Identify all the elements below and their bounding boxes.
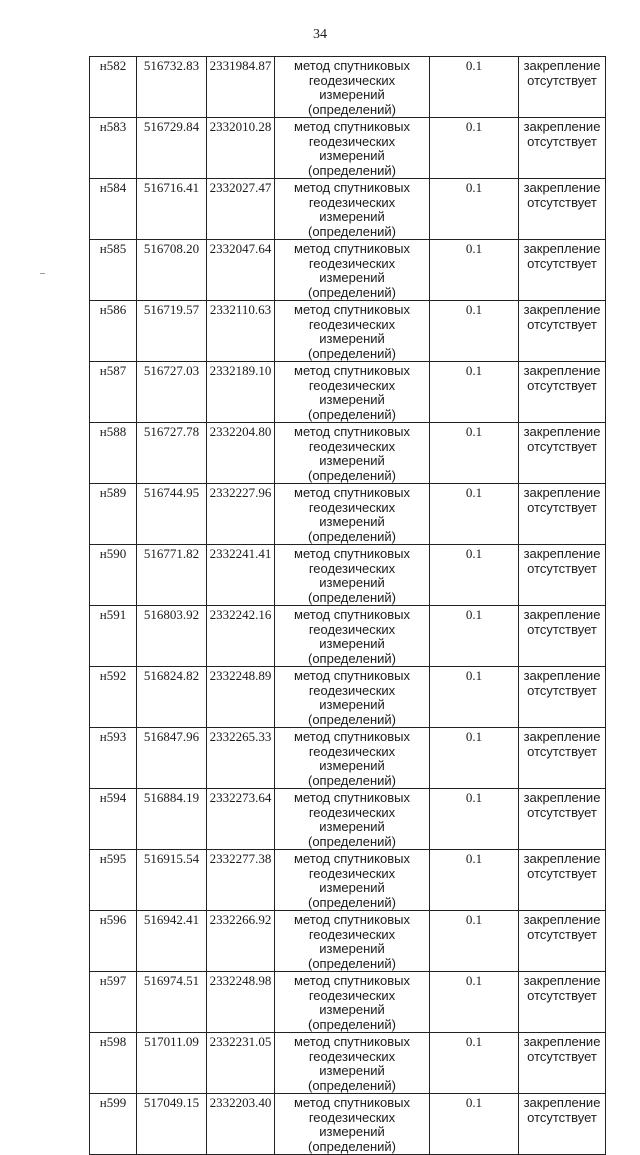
method-cell xyxy=(275,850,430,911)
fixing-line-2: отсутствует xyxy=(527,499,597,515)
method-line-2: геодезических измерений xyxy=(308,1109,396,1139)
fixing-line-1: закрепление xyxy=(523,1095,601,1110)
method-line-2: геодезических измерений xyxy=(308,560,396,590)
fixing-line-2: отсутствует xyxy=(527,316,597,332)
x-coordinate-cell: 516884.19 xyxy=(137,789,207,850)
y-coordinate-cell: 2332189.10 xyxy=(207,362,275,423)
fixing-cell xyxy=(519,1094,606,1155)
method-line-1: метод спутниковых xyxy=(294,607,410,622)
point-id-cell: н591 xyxy=(90,606,137,667)
fixing-line-2: отсутствует xyxy=(527,804,597,820)
method-line-2: геодезических измерений xyxy=(308,682,396,712)
method-line-2: геодезических измерений xyxy=(308,438,396,468)
point-id-cell: н588 xyxy=(90,423,137,484)
fixing-line-1: закрепление xyxy=(523,302,601,317)
x-coordinate-cell: 517011.09 xyxy=(137,1033,207,1094)
fixing-cell xyxy=(519,850,606,911)
page-number: 34 xyxy=(313,27,327,42)
point-id-cell: н598 xyxy=(90,1033,137,1094)
x-coordinate-cell: 516708.20 xyxy=(137,240,207,301)
table-row xyxy=(90,362,606,423)
fixing-cell xyxy=(519,362,606,423)
fixing-line-2: отсутствует xyxy=(527,865,597,881)
fixing-cell xyxy=(519,667,606,728)
fixing-cell xyxy=(519,301,606,362)
fixing-line-2: отсутствует xyxy=(527,987,597,1003)
fixing-cell xyxy=(519,118,606,179)
fixing-line-1: закрепление xyxy=(523,58,601,73)
method-line-3: (определений) xyxy=(307,162,396,178)
y-coordinate-cell: 2331984.87 xyxy=(207,57,275,118)
x-coordinate-cell: 516732.83 xyxy=(137,57,207,118)
x-coordinate-cell: 516771.82 xyxy=(137,545,207,606)
accuracy-cell: 0.1 xyxy=(430,972,519,1033)
fixing-cell xyxy=(519,1033,606,1094)
method-cell xyxy=(275,606,430,667)
fixing-line-1: закрепление xyxy=(523,607,601,622)
point-id-cell: н597 xyxy=(90,972,137,1033)
method-cell xyxy=(275,179,430,240)
method-line-1: метод спутниковых xyxy=(294,729,410,744)
method-line-2: геодезических измерений xyxy=(308,926,396,956)
fixing-line-1: закрепление xyxy=(523,485,601,500)
point-id-cell: н586 xyxy=(90,301,137,362)
method-line-1: метод спутниковых xyxy=(294,1034,410,1049)
method-line-3: (определений) xyxy=(307,284,396,300)
point-id-cell: н596 xyxy=(90,911,137,972)
method-line-2: геодезических измерений xyxy=(308,743,396,773)
point-id-cell: н589 xyxy=(90,484,137,545)
table-row xyxy=(90,972,606,1033)
accuracy-cell: 0.1 xyxy=(430,789,519,850)
x-coordinate-cell: 516942.41 xyxy=(137,911,207,972)
method-line-3: (определений) xyxy=(307,101,396,117)
method-cell xyxy=(275,484,430,545)
accuracy-cell: 0.1 xyxy=(430,118,519,179)
fixing-line-2: отсутствует xyxy=(527,438,597,454)
table-row xyxy=(90,57,606,118)
fixing-cell xyxy=(519,240,606,301)
method-line-1: метод спутниковых xyxy=(294,119,410,134)
method-line-3: (определений) xyxy=(307,833,396,849)
x-coordinate-cell: 517049.15 xyxy=(137,1094,207,1155)
fixing-line-2: отсутствует xyxy=(527,621,597,637)
method-line-3: (определений) xyxy=(307,650,396,666)
method-line-1: метод спутниковых xyxy=(294,1095,410,1110)
method-cell xyxy=(275,1094,430,1155)
point-id-cell: н592 xyxy=(90,667,137,728)
y-coordinate-cell: 2332242.16 xyxy=(207,606,275,667)
method-line-1: метод спутниковых xyxy=(294,58,410,73)
fixing-cell xyxy=(519,484,606,545)
method-cell xyxy=(275,301,430,362)
point-id-cell: н594 xyxy=(90,789,137,850)
y-coordinate-cell: 2332265.33 xyxy=(207,728,275,789)
method-cell xyxy=(275,972,430,1033)
method-line-1: метод спутниковых xyxy=(294,790,410,805)
fixing-line-2: отсутствует xyxy=(527,682,597,698)
x-coordinate-cell: 516915.54 xyxy=(137,850,207,911)
method-line-1: метод спутниковых xyxy=(294,180,410,195)
fixing-line-2: отсутствует xyxy=(527,72,597,88)
point-id-cell: н587 xyxy=(90,362,137,423)
accuracy-cell: 0.1 xyxy=(430,667,519,728)
y-coordinate-cell: 2332248.89 xyxy=(207,667,275,728)
method-line-2: геодезических измерений xyxy=(308,72,396,102)
method-line-3: (определений) xyxy=(307,528,396,544)
method-cell xyxy=(275,240,430,301)
method-line-3: (определений) xyxy=(307,345,396,361)
table-row xyxy=(90,1033,606,1094)
x-coordinate-cell: 516847.96 xyxy=(137,728,207,789)
fixing-line-1: закрепление xyxy=(523,668,601,683)
y-coordinate-cell: 2332231.05 xyxy=(207,1033,275,1094)
method-line-2: геодезических измерений xyxy=(308,133,396,163)
accuracy-cell: 0.1 xyxy=(430,240,519,301)
fixing-line-1: закрепление xyxy=(523,363,601,378)
method-cell xyxy=(275,57,430,118)
fixing-line-2: отсутствует xyxy=(527,743,597,759)
fixing-line-1: закрепление xyxy=(523,180,601,195)
y-coordinate-cell: 2332203.40 xyxy=(207,1094,275,1155)
method-cell xyxy=(275,728,430,789)
fixing-line-1: закрепление xyxy=(523,241,601,256)
accuracy-cell: 0.1 xyxy=(430,423,519,484)
fixing-line-1: закрепление xyxy=(523,1034,601,1049)
method-line-1: метод спутниковых xyxy=(294,485,410,500)
method-line-3: (определений) xyxy=(307,1077,396,1093)
accuracy-cell: 0.1 xyxy=(430,1094,519,1155)
fixing-cell xyxy=(519,972,606,1033)
x-coordinate-cell: 516729.84 xyxy=(137,118,207,179)
fixing-line-2: отсутствует xyxy=(527,926,597,942)
method-line-1: метод спутниковых xyxy=(294,668,410,683)
method-cell xyxy=(275,1033,430,1094)
x-coordinate-cell: 516716.41 xyxy=(137,179,207,240)
table-row xyxy=(90,606,606,667)
method-line-1: метод спутниковых xyxy=(294,241,410,256)
method-line-2: геодезических измерений xyxy=(308,1048,396,1078)
x-coordinate-cell: 516803.92 xyxy=(137,606,207,667)
point-id-cell: н590 xyxy=(90,545,137,606)
y-coordinate-cell: 2332110.63 xyxy=(207,301,275,362)
method-line-3: (определений) xyxy=(307,894,396,910)
method-line-2: геодезических измерений xyxy=(308,255,396,285)
fixing-cell xyxy=(519,423,606,484)
method-line-1: метод спутниковых xyxy=(294,424,410,439)
fixing-line-1: закрепление xyxy=(523,912,601,927)
point-id-cell: н584 xyxy=(90,179,137,240)
table-row xyxy=(90,118,606,179)
fixing-line-1: закрепление xyxy=(523,119,601,134)
method-cell xyxy=(275,667,430,728)
fixing-cell xyxy=(519,911,606,972)
table-body xyxy=(90,57,606,1155)
table-row xyxy=(90,911,606,972)
method-line-1: метод спутниковых xyxy=(294,302,410,317)
method-line-3: (определений) xyxy=(307,1016,396,1032)
y-coordinate-cell: 2332204.80 xyxy=(207,423,275,484)
fixing-line-2: отсутствует xyxy=(527,377,597,393)
fixing-line-1: закрепление xyxy=(523,790,601,805)
method-line-2: геодезических измерений xyxy=(308,316,396,346)
method-line-3: (определений) xyxy=(307,1138,396,1154)
table-row xyxy=(90,179,606,240)
table-row xyxy=(90,484,606,545)
table-row xyxy=(90,423,606,484)
method-line-3: (определений) xyxy=(307,772,396,788)
fixing-line-1: закрепление xyxy=(523,851,601,866)
x-coordinate-cell: 516727.78 xyxy=(137,423,207,484)
method-line-1: метод спутниковых xyxy=(294,363,410,378)
y-coordinate-cell: 2332227.96 xyxy=(207,484,275,545)
fixing-cell xyxy=(519,606,606,667)
method-line-3: (определений) xyxy=(307,467,396,483)
method-line-1: метод спутниковых xyxy=(294,851,410,866)
method-line-3: (определений) xyxy=(307,589,396,605)
method-line-3: (определений) xyxy=(307,223,396,239)
point-id-cell: н582 xyxy=(90,57,137,118)
y-coordinate-cell: 2332027.47 xyxy=(207,179,275,240)
fixing-cell xyxy=(519,57,606,118)
fixing-line-2: отсутствует xyxy=(527,560,597,576)
fixing-line-2: отсутствует xyxy=(527,255,597,271)
method-line-2: геодезических измерений xyxy=(308,377,396,407)
method-cell xyxy=(275,789,430,850)
point-id-cell: н595 xyxy=(90,850,137,911)
table-row xyxy=(90,240,606,301)
accuracy-cell: 0.1 xyxy=(430,362,519,423)
margin-mark xyxy=(40,273,45,274)
y-coordinate-cell: 2332277.38 xyxy=(207,850,275,911)
accuracy-cell: 0.1 xyxy=(430,911,519,972)
accuracy-cell: 0.1 xyxy=(430,850,519,911)
method-cell xyxy=(275,545,430,606)
table-row xyxy=(90,850,606,911)
x-coordinate-cell: 516744.95 xyxy=(137,484,207,545)
fixing-cell xyxy=(519,728,606,789)
accuracy-cell: 0.1 xyxy=(430,301,519,362)
x-coordinate-cell: 516824.82 xyxy=(137,667,207,728)
y-coordinate-cell: 2332010.28 xyxy=(207,118,275,179)
fixing-line-2: отсутствует xyxy=(527,194,597,210)
accuracy-cell: 0.1 xyxy=(430,728,519,789)
fixing-line-1: закрепление xyxy=(523,546,601,561)
method-line-2: геодезических измерений xyxy=(308,194,396,224)
accuracy-cell: 0.1 xyxy=(430,179,519,240)
point-id-cell: н593 xyxy=(90,728,137,789)
accuracy-cell: 0.1 xyxy=(430,545,519,606)
accuracy-cell: 0.1 xyxy=(430,57,519,118)
method-line-1: метод спутниковых xyxy=(294,973,410,988)
x-coordinate-cell: 516974.51 xyxy=(137,972,207,1033)
method-line-1: метод спутниковых xyxy=(294,912,410,927)
point-id-cell: н583 xyxy=(90,118,137,179)
table-row xyxy=(90,789,606,850)
method-line-3: (определений) xyxy=(307,955,396,971)
method-cell xyxy=(275,362,430,423)
fixing-line-1: закрепление xyxy=(523,424,601,439)
table-row xyxy=(90,301,606,362)
table-row xyxy=(90,1094,606,1155)
boundary-points-table xyxy=(89,56,606,1155)
fixing-cell xyxy=(519,545,606,606)
accuracy-cell: 0.1 xyxy=(430,1033,519,1094)
method-cell xyxy=(275,911,430,972)
method-cell xyxy=(275,423,430,484)
fixing-line-2: отсутствует xyxy=(527,1109,597,1125)
fixing-cell xyxy=(519,789,606,850)
fixing-line-1: закрепление xyxy=(523,729,601,744)
method-line-2: геодезических измерений xyxy=(308,499,396,529)
fixing-line-1: закрепление xyxy=(523,973,601,988)
point-id-cell: н599 xyxy=(90,1094,137,1155)
fixing-line-2: отсутствует xyxy=(527,1048,597,1064)
table-row xyxy=(90,728,606,789)
method-line-2: геодезических измерений xyxy=(308,987,396,1017)
method-line-1: метод спутниковых xyxy=(294,546,410,561)
fixing-line-2: отсутствует xyxy=(527,133,597,149)
method-line-3: (определений) xyxy=(307,406,396,422)
x-coordinate-cell: 516727.03 xyxy=(137,362,207,423)
y-coordinate-cell: 2332266.92 xyxy=(207,911,275,972)
y-coordinate-cell: 2332273.64 xyxy=(207,789,275,850)
method-cell xyxy=(275,118,430,179)
fixing-cell xyxy=(519,179,606,240)
y-coordinate-cell: 2332047.64 xyxy=(207,240,275,301)
method-line-2: геодезических измерений xyxy=(308,621,396,651)
method-line-2: геодезических измерений xyxy=(308,865,396,895)
x-coordinate-cell: 516719.57 xyxy=(137,301,207,362)
accuracy-cell: 0.1 xyxy=(430,484,519,545)
point-id-cell: н585 xyxy=(90,240,137,301)
accuracy-cell: 0.1 xyxy=(430,606,519,667)
y-coordinate-cell: 2332248.98 xyxy=(207,972,275,1033)
table-row xyxy=(90,545,606,606)
method-line-3: (определений) xyxy=(307,711,396,727)
method-line-2: геодезических измерений xyxy=(308,804,396,834)
y-coordinate-cell: 2332241.41 xyxy=(207,545,275,606)
table-row xyxy=(90,667,606,728)
